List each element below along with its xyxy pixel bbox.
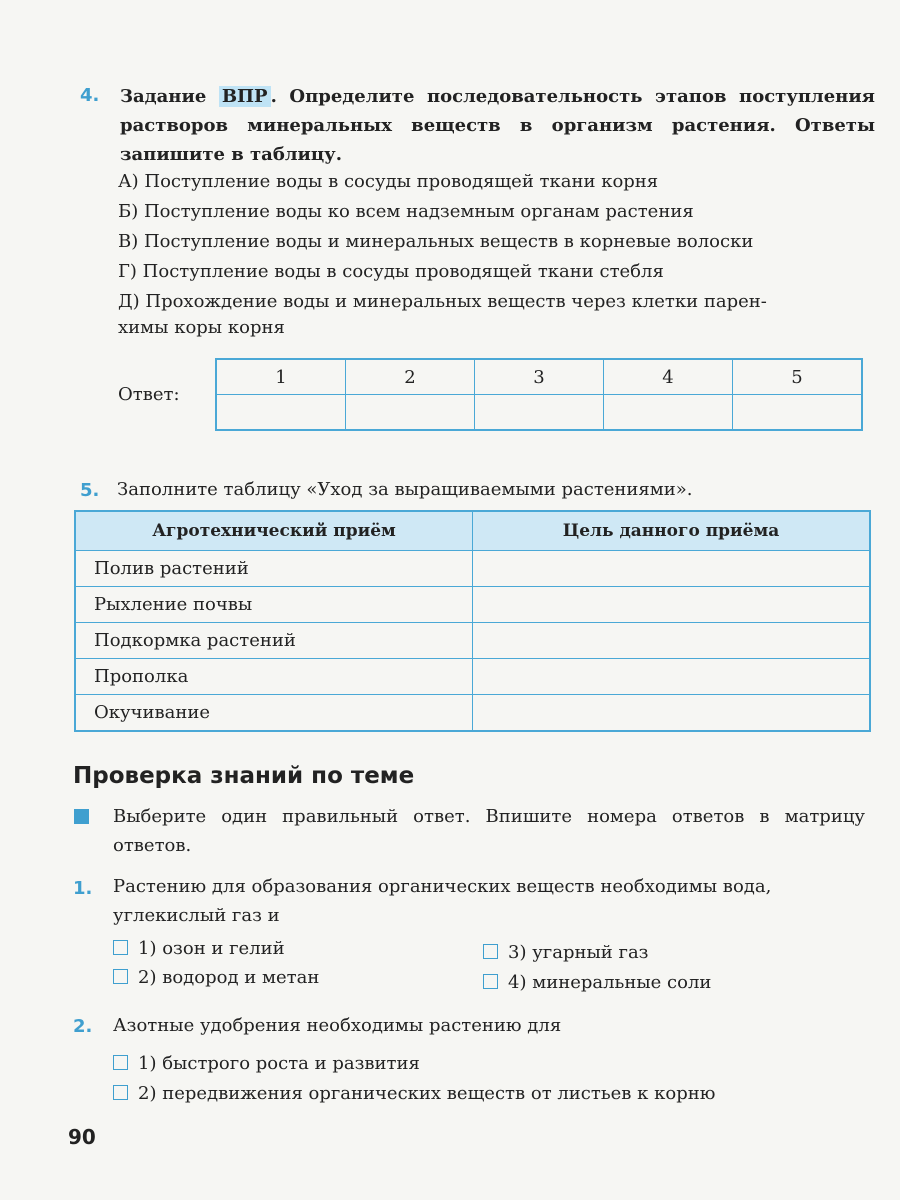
checkbox-icon[interactable] bbox=[483, 974, 498, 989]
answer-cell-2[interactable] bbox=[346, 395, 475, 431]
col-header-purpose: Цель данного приёма bbox=[473, 511, 871, 551]
q2-option-2[interactable] bbox=[113, 1079, 715, 1108]
answer-table bbox=[215, 358, 863, 431]
option-label: 1) быстрого роста и развития bbox=[138, 1053, 420, 1074]
task4-prefix: Задание bbox=[120, 86, 219, 107]
answer-col-3: 3 bbox=[475, 359, 604, 395]
task4-option-v: В) Поступление воды и минеральных веществ в корневые волоски bbox=[118, 231, 754, 252]
q2-text: Азотные удобрения необходимы растению для bbox=[113, 1015, 562, 1036]
row-label: Подкормка растений bbox=[75, 623, 473, 659]
purpose-cell[interactable] bbox=[473, 623, 871, 659]
checkbox-icon[interactable] bbox=[113, 940, 128, 955]
task4-number: 4. bbox=[80, 85, 100, 106]
table-row bbox=[75, 551, 870, 587]
answer-col-5: 5 bbox=[733, 359, 863, 395]
q2-number: 2. bbox=[73, 1016, 93, 1037]
col-header-technique: Агротехнический приём bbox=[75, 511, 473, 551]
answer-cell-5[interactable] bbox=[733, 395, 863, 431]
task5-text: Заполните таблицу «Уход за выращиваемыми растениями». bbox=[117, 479, 693, 500]
task4-option-d-cont: химы коры корня bbox=[118, 317, 285, 338]
row-label: Прополка bbox=[75, 659, 473, 695]
option-label: 2) передвижения органических веществ от листьев к корню bbox=[138, 1083, 716, 1104]
q1-option-4[interactable] bbox=[483, 968, 711, 997]
purpose-cell[interactable] bbox=[473, 695, 871, 732]
task4-option-d: Д) Прохождение воды и минеральных веществ через клетки парен- bbox=[118, 291, 767, 312]
page-number: 90 bbox=[68, 1125, 96, 1149]
q1-option-2[interactable] bbox=[113, 963, 319, 992]
vpr-badge: ВПР bbox=[219, 86, 271, 107]
purpose-cell[interactable] bbox=[473, 587, 871, 623]
purpose-cell[interactable] bbox=[473, 551, 871, 587]
table-row bbox=[75, 659, 870, 695]
checkbox-icon[interactable] bbox=[113, 1085, 128, 1100]
q1-number: 1. bbox=[73, 878, 93, 899]
table-row bbox=[75, 623, 870, 659]
plant-care-table bbox=[74, 510, 871, 732]
q1-option-1[interactable] bbox=[113, 934, 285, 963]
row-label: Окучивание bbox=[75, 695, 473, 732]
task4-option-a: А) Поступление воды в сосуды проводящей ткани корня bbox=[118, 171, 659, 192]
task4-option-b: Б) Поступление воды ко всем надземным органам растения bbox=[118, 201, 694, 222]
q1-text: Растению для образования органических веществ необходимы вода, углекислый газ и bbox=[113, 876, 772, 926]
task4-body: . Определите последовательность этапов поступления растворов минеральных веществ в организм растения. Ответы запишите в таблицу. bbox=[120, 86, 875, 165]
table-row bbox=[75, 695, 870, 732]
checkbox-icon[interactable] bbox=[483, 944, 498, 959]
answer-cell-3[interactable] bbox=[475, 395, 604, 431]
option-label: 1) озон и гелий bbox=[138, 938, 285, 959]
option-label: 2) водород и метан bbox=[138, 967, 320, 988]
section-marker-icon bbox=[74, 809, 89, 824]
q2-option-1[interactable] bbox=[113, 1049, 420, 1078]
answer-col-1: 1 bbox=[216, 359, 346, 395]
option-label: 4) минеральные соли bbox=[508, 972, 712, 993]
task4-text bbox=[120, 82, 875, 169]
checkbox-icon[interactable] bbox=[113, 1055, 128, 1070]
purpose-cell[interactable] bbox=[473, 659, 871, 695]
row-label: Рыхление почвы bbox=[75, 587, 473, 623]
option-label: 3) угарный газ bbox=[508, 942, 649, 963]
answer-cell-1[interactable] bbox=[216, 395, 346, 431]
section-instruction: Выберите один правильный ответ. Впишите номера ответов в матрицу ответов. bbox=[113, 806, 865, 856]
table-row bbox=[75, 587, 870, 623]
task5-number: 5. bbox=[80, 480, 100, 501]
answer-cell-4[interactable] bbox=[604, 395, 733, 431]
answer-label: Ответ: bbox=[118, 384, 180, 405]
q1-option-3[interactable] bbox=[483, 938, 649, 967]
checkbox-icon[interactable] bbox=[113, 969, 128, 984]
answer-col-4: 4 bbox=[604, 359, 733, 395]
answer-col-2: 2 bbox=[346, 359, 475, 395]
row-label: Полив растений bbox=[75, 551, 473, 587]
section-title: Проверка знаний по теме bbox=[73, 763, 415, 789]
task4-option-g: Г) Поступление воды в сосуды проводящей ткани стебля bbox=[118, 261, 664, 282]
